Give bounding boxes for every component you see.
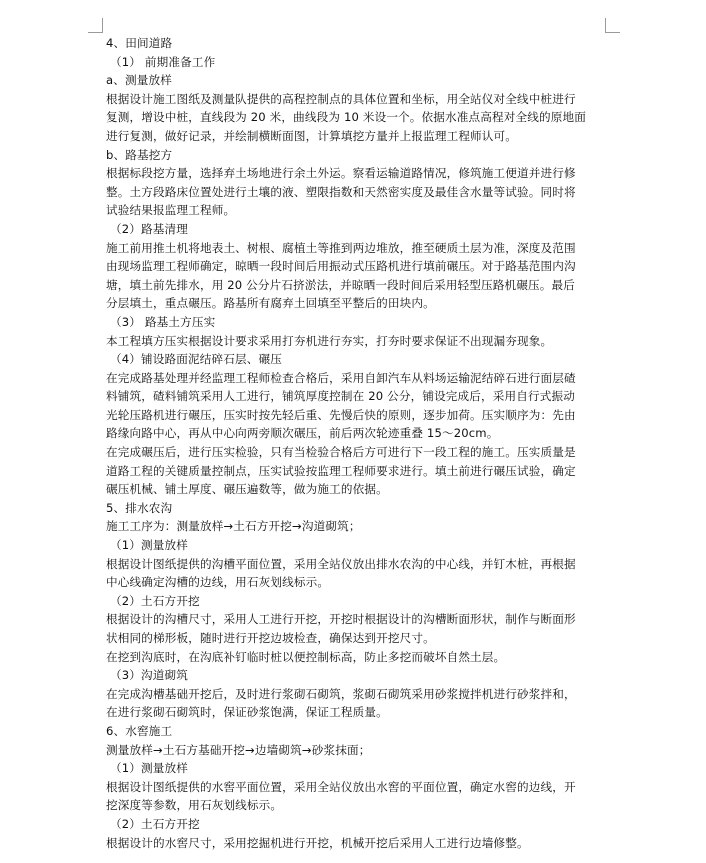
text-line: （2）路基清理 — [110, 221, 188, 236]
text-line: 5、排水农沟 — [106, 500, 173, 515]
text-line: 碾压机械、铺土厚度、碾压遍数等，做为施工的依据。 — [106, 482, 388, 497]
text-line: （3）沟道砌筑 — [110, 668, 188, 683]
text-line: 施工工序为：测量放样→土石方开挖→沟道砌筑； — [106, 519, 361, 534]
text-line: 测量放样→土石方基础开挖→边墙砌筑→砂浆抹面； — [106, 742, 371, 757]
text-line: 在进行浆砌石砌筑时，保证砂浆饱满，保证工程质量。 — [106, 705, 388, 720]
text-line: 中心线确定沟槽的边线，用石灰划线标示。 — [106, 575, 330, 590]
text-line: 整。土方段路床位置处进行土壤的液、塑限指数和天然密实度及最佳含水量等试验。同时将 — [106, 184, 576, 199]
text-line: 进行复测，做好记录，并绘制横断面图，计算填挖方量并上报监理工程师认可。 — [106, 128, 518, 143]
text-line: a、测量放样 — [106, 73, 172, 88]
text-line: 在完成路基处理并经监理工程师检查合格后，采用自卸汽车从料场运输泥结碎石进行面层碴 — [106, 370, 576, 385]
text-line: （2）土石方开挖 — [110, 816, 200, 831]
text-line: 塘，填土前先排水，用 20 公分片石挤淤法，并晾晒一段时间后采用轻型压路机碾压。最后 — [106, 277, 575, 292]
text-line: 4、田间道路 — [106, 36, 173, 50]
text-line: （1）测量放样 — [110, 761, 188, 776]
text-line: 道路工程的关键质量控制点，压实试验按监理工程师要求进行。填土前进行碾压试验，确定 — [106, 463, 576, 478]
text-line: （2）土石方开挖 — [110, 593, 200, 608]
text-line: 在挖到沟底时，在沟底补钉临时桩以便控制标高，防止多挖而破坏自然土层。 — [106, 649, 506, 664]
document-body — [106, 34, 606, 852]
text-line: 路缘向路中心，再从中心向两旁顺次碾压，前后两次轮迹重叠 15～20cm。 — [106, 426, 499, 441]
margin-corner-mark-top-right — [605, 18, 620, 33]
text-line: 本工程填方压实根据设计要求采用打夯机进行夯实，打夯时要求保证不出现漏夯现象。 — [106, 333, 553, 348]
text-line: 根据设计的沟槽尺寸，采用人工进行开挖，开挖时根据设计的沟槽断面形状，制作与断面形 — [106, 612, 576, 627]
text-line: b、路基挖方 — [106, 147, 173, 162]
text-line: 由现场监理工程师确定，晾晒一段时间后用振动式压路机进行填前碾压。对于路基范围内沟 — [106, 259, 576, 274]
margin-corner-mark-top-left — [88, 18, 103, 33]
text-line: 挖深度等参数，用石灰划线标示。 — [106, 798, 283, 813]
text-line: （1）测量放样 — [110, 538, 188, 553]
text-line: 根据设计的水窖尺寸，采用挖掘机进行开挖，机械开挖后采用人工进行边墙修整。 — [106, 835, 529, 850]
text-line: 料铺筑，碴料铺筑采用人工进行，铺筑厚度控制在 20 公分，铺设完成后，采用自行式振动 — [106, 389, 575, 404]
text-line: 复测，增设中桩，直线段为 20 米，曲线段为 10 米设一个。依据水准点高程对全线的原地面 — [106, 110, 586, 125]
text-line: 施工前用推土机将地表土、树根、腐植土等推到两边堆放，推至硬质土层为准，深度及范围 — [106, 240, 576, 255]
text-line: 光轮压路机进行碾压，压实时按先轻后重、先慢后快的原则，逐步加荷。压实顺序为：先由 — [106, 407, 576, 422]
text-line: 6、水窖施工 — [106, 723, 173, 738]
text-line: 根据设计图纸提供的水窖平面位置，采用全站仪放出水窖的平面位置，确定水窖的边线，开 — [106, 779, 576, 794]
text-line: 根据设计施工图纸及测量队提供的高程控制点的具体位置和坐标，用全站仪对全线中桩进行 — [106, 91, 576, 106]
text-line: 根据标段挖方量，选择弃土场地进行余土外运。察看运输道路情况，修筑施工便道并进行修 — [106, 166, 576, 181]
text-line: 在完成沟槽基础开挖后，及时进行浆砌石砌筑，浆砌石砌筑采用砂浆搅拌机进行砂浆拌和， — [106, 686, 576, 701]
text-line: 状相同的梯形板，随时进行开挖边坡检查，确保达到开挖尺寸。 — [106, 631, 435, 645]
text-line: （1） 前期准备工作 — [110, 54, 216, 69]
text-line: 在完成碾压后，进行压实检验，只有当检验合格后方可进行下一段工程的施工。压实质量是 — [106, 445, 576, 460]
text-line: 根据设计图纸提供的沟槽平面位置，采用全站仪放出排水农沟的中心线，并钉木桩，再根据 — [106, 556, 576, 571]
text-line: （3） 路基土方压实 — [110, 314, 216, 329]
text-line: 试验结果报监理工程师。 — [106, 203, 236, 218]
text-line: （4）铺设路面泥结碎石层、碾压 — [110, 352, 282, 367]
text-line: 分层填土，重点碾压。路基所有腐弃土回填至平整后的田块内。 — [106, 296, 435, 311]
